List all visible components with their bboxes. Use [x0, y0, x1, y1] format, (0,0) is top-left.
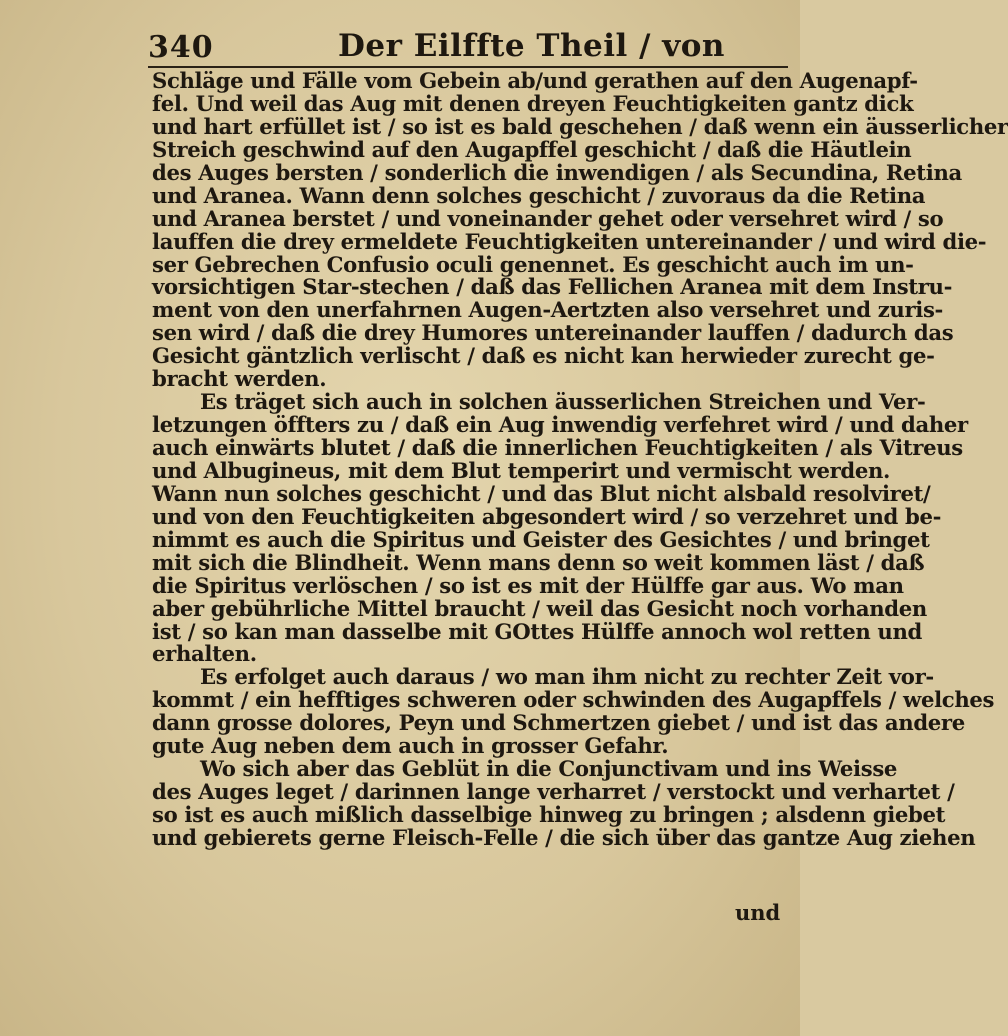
running-title: Der Eilffte Theil / von: [338, 28, 725, 64]
text-line: und von den Feuchtigkeiten abgesondert wird / so verzehret und be-: [152, 503, 942, 529]
text-line: bracht werden.: [152, 366, 327, 392]
text-line: Es träget sich auch in solchen äusserlichen Streichen und Ver-: [200, 389, 926, 415]
text-line: Wo sich aber das Geblüt in die Conjunctivam und ins Weisse: [200, 756, 898, 782]
text-line: lauffen die drey ermeldete Feuchtigkeiten untereinander / und wird die-: [152, 228, 987, 254]
text-line: ist / so kan man dasselbe mit GOttes Hülffe annoch wol retten und: [152, 618, 923, 644]
text-line: und hart erfüllet ist / so ist es bald geschehen / daß wenn ein äusserlicher: [152, 113, 1008, 139]
text-line: erhalten.: [152, 641, 257, 667]
text-line: Es erfolget auch daraus / wo man ihm nicht zu rechter Zeit vor-: [200, 664, 934, 690]
text-line: Schläge und Fälle vom Gebein ab/und gerathen auf den Augenapf-: [152, 68, 918, 93]
text-line: auch einwärts blutet / daß die innerlichen Feuchtigkeiten / als Vitreus: [152, 435, 963, 460]
text-line: Gesicht gäntzlich verlischt / daß es nicht kan herwieder zurecht ge-: [152, 343, 935, 369]
text-line: Streich geschwind auf den Augapffel geschicht / daß die Häutlein: [152, 136, 912, 162]
text-line: gute Aug neben dem auch in grosser Gefahr.: [152, 733, 669, 759]
text-line: und Albugineus, mit dem Blut temperirt und vermischt werden.: [152, 457, 891, 483]
text-line: dann grosse dolores, Peyn und Schmertzen giebet / und ist das andere: [152, 710, 965, 736]
body-text: [152, 68, 1008, 850]
page-header: [148, 26, 788, 66]
text-line: ment von den unerfahrnen Augen-Aertzten also versehret und zuris-: [152, 297, 943, 323]
text-line: nimmt es auch die Spiritus und Geister des Gesichtes / und bringet: [152, 526, 930, 552]
text-line: vorsichtigen Star-stechen / daß das Fellichen Aranea mit dem Instru-: [152, 274, 953, 300]
text-line: und gebierets gerne Fleisch-Felle / die sich über das gantze Aug ziehen: [152, 824, 976, 850]
text-line: fel. Und weil das Aug mit denen dreyen Feuchtigkeiten gantz dick: [152, 90, 914, 116]
text-line: aber gebührliche Mittel braucht / weil das Gesicht noch vorhanden: [152, 595, 927, 621]
text-line: des Auges leget / darinnen lange verharret / verstockt und verhartet /: [152, 779, 955, 805]
text-line: und Aranea. Wann denn solches geschicht / zuvoraus da die Retina: [152, 182, 926, 208]
text-line: sen wird / daß die drey Humores untereinander lauffen / dadurch das: [152, 320, 954, 346]
text-line: die Spiritus verlöschen / so ist es mit der Hülffe gar aus. Wo man: [152, 572, 904, 598]
text-line: ser Gebrechen Confusio oculi genennet. Es geschicht auch im un-: [152, 251, 914, 277]
text-line: des Auges bersten / sonderlich die inwendigen / als Secundina, Retina: [152, 159, 962, 185]
text-line: und Aranea berstet / und voneinander gehet oder versehret wird / so: [152, 205, 944, 231]
text-line: Wann nun solches geschicht / und das Blut nicht alsbald resolviret/: [152, 480, 931, 506]
page-number: 340: [148, 30, 214, 65]
text-line: mit sich die Blindheit. Wenn mans denn so weit kommen läst / daß: [152, 549, 925, 575]
catchword: und: [735, 900, 781, 925]
text-line: so ist es auch mißlich dasselbige hinweg zu bringen ; alsdenn giebet: [152, 802, 946, 827]
text-line: letzungen öffters zu / daß ein Aug inwendig verfehret wird / und daher: [152, 412, 968, 438]
text-line: kommt / ein hefftiges schweren oder schwinden des Augapffels / welches: [152, 687, 995, 713]
